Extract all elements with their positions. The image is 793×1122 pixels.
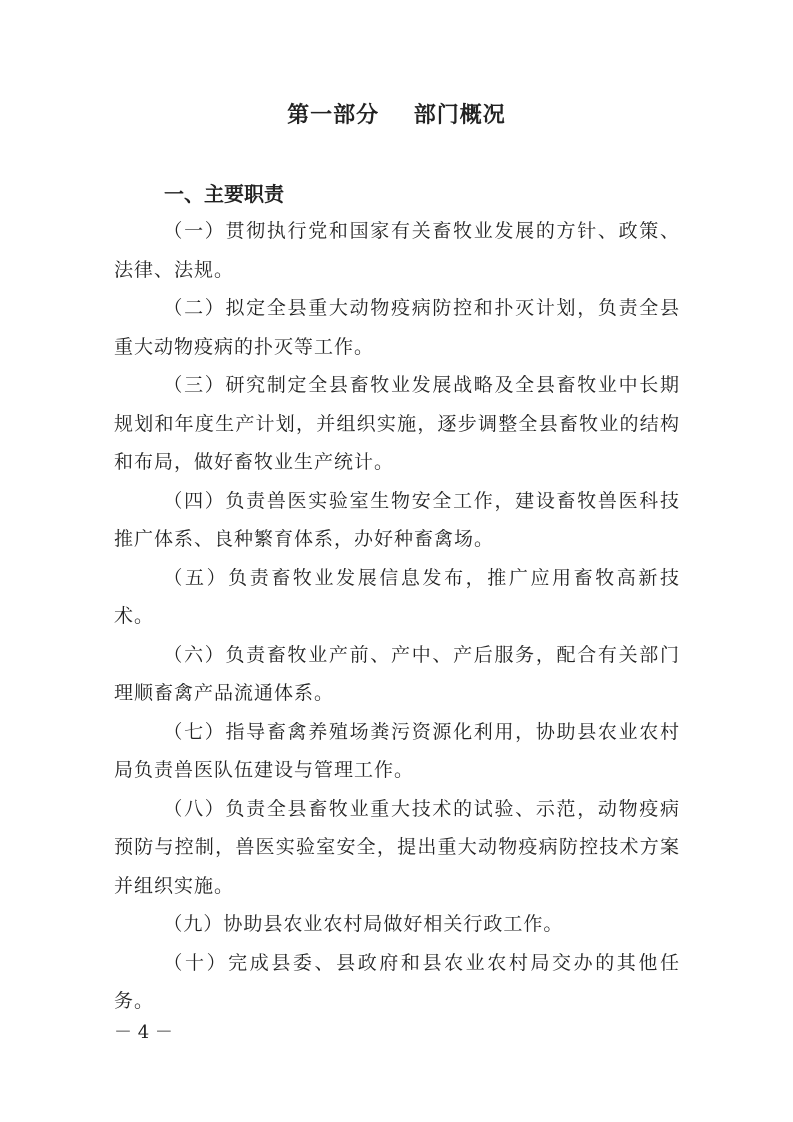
page-number: － 4 － [114,1022,173,1043]
duty-item-3: （三）研究制定全县畜牧业发展战略及全县畜牧业中长期规划和年度生产计划，并组织实施，逐步调整全县畜牧业的结构和布局，做好畜牧业生产统计。 [114,374,680,473]
duties-list [114,212,680,1021]
duty-item-9: （九）协助县农业农村局做好相关行政工作。 [163,913,564,935]
duty-item-1: （一）贯彻执行党和国家有关畜牧业发展的方针、政策、法律、法规。 [114,220,680,281]
duty-item-10: （十）完成县委、县政府和县农业农村局交办的其他任务。 [114,951,680,1012]
duty-item-8: （八）负责全县畜牧业重大技术的试验、示范，动物疫病预防与控制，兽医实验室安全，提出重大动物疫病防控技术方案并组织实施。 [114,797,680,897]
duty-item-2: （二）拟定全县重大动物疫病防控和扑灭计划，负责全县重大动物疫病的扑灭等工作。 [114,297,680,358]
duty-item-7: （七）指导畜禽养殖场粪污资源化利用，协助县农业农村局负责兽医队伍建设与管理工作。 [114,720,680,781]
page-title: 第一部分 部门概况 [287,103,506,128]
duty-item-4: （四）负责兽医实验室生物安全工作，建设畜牧兽医科技推广体系、良种繁育体系，办好种畜禽场。 [114,489,680,550]
section-heading: 一、主要职责 [164,182,284,206]
duty-item-6: （六）负责畜牧业产前、产中、产后服务，配合有关部门理顺畜禽产品流通体系。 [114,643,680,704]
duty-item-5: （五）负责畜牧业发展信息发布，推广应用畜牧高新技术。 [114,566,680,627]
